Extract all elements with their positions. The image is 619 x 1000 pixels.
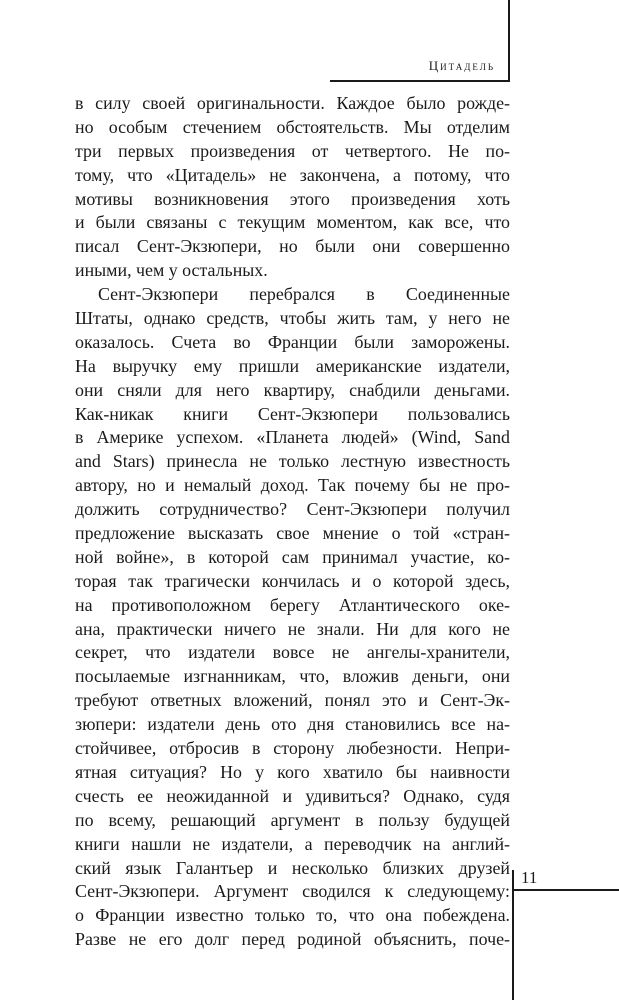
text-line: Штаты, однако средств, чтобы жить там, у него не: [75, 308, 510, 329]
text-line: ский язык Галантьер и несколько близких друзей: [75, 857, 510, 878]
text-line: в силу своей оригинальности. Каждое было рожде-: [75, 93, 510, 113]
text-line: зюпери: издатели день ото дня становились все на-: [75, 714, 510, 735]
text-line: Разве не его долг перед родиной объяснить, поче-: [75, 929, 510, 950]
text-line: and Stars) принесла не только лестную известность: [75, 451, 510, 472]
page-number: 11: [521, 868, 538, 887]
text-line: мотивы возникновения этого произведения хоть: [75, 188, 510, 209]
text-line: но особым стечением обстоятельств. Мы отделим: [75, 116, 510, 137]
text-line: писал Сент-Экзюпери, но были они совершенно: [75, 236, 510, 257]
text-line: ятная ситуация? Но у кого хватило бы наивности: [75, 761, 510, 782]
folio-rule-horizontal: [512, 889, 619, 891]
top-rule-vertical: [508, 0, 510, 80]
text-line: три первых произведения от четвертого. Не по-: [75, 140, 510, 161]
text-line: они сняли для него квартиру, снабдили деньгами.: [75, 379, 510, 400]
text-line: должить сотрудничество? Сент-Экзюпери получил: [75, 499, 510, 520]
text-line: счесть ее неожиданной и удивиться? Однако, судя: [75, 785, 510, 806]
text-line: о Франции известно только то, что она побеждена.: [75, 905, 510, 926]
text-line: секрет, что издатели вовсе не ангелы-хранители,: [75, 642, 510, 663]
text-line: оказалось. Счета во Франции были заморожены.: [75, 331, 510, 352]
text-line: требуют ответных вложений, понял это и Сент-Эк-: [75, 690, 510, 711]
text-line: Сент-Экзюпери. Аргумент сводился к следующему:: [75, 881, 510, 902]
text-line: иными, чем у остальных.: [75, 260, 268, 281]
text-line: На выручку ему пришли американские издатели,: [75, 355, 510, 376]
top-rule-horizontal: [330, 80, 510, 82]
text-line: в Америке успехом. «Планета людей» (Wind, Sand: [75, 427, 510, 448]
text-line: Сент-Экзюпери перебрался в Соединенные: [98, 284, 510, 305]
text-line: автору, но и немалый доход. Так почему бы не про-: [75, 475, 510, 496]
text-line: посылаемые изгнанникам, что, вложив деньги, они: [75, 666, 510, 687]
text-line: тому, что «Цитадель» не закончена, а потому, что: [75, 164, 510, 185]
running-head: Цитадель: [428, 58, 495, 73]
text-line: ной войне», в которой сам принимал участие, ко-: [75, 546, 510, 567]
text-line: книги нашли не издатели, а переводчик на англий-: [75, 833, 510, 854]
text-line: по всему, решающий аргумент в пользу будущей: [75, 809, 510, 830]
text-line: предложение высказать свое мнение о той «стран-: [75, 523, 510, 544]
text-line: стойчивее, отбросив в сторону любезности. Непри-: [75, 738, 510, 759]
body-text: [75, 92, 510, 952]
text-line: и были связаны с текущим моментом, как все, что: [75, 212, 510, 233]
text-line: торая так трагически кончилась и о которой здесь,: [75, 570, 510, 591]
text-line: Как-никак книги Сент-Экзюпери пользовались: [75, 403, 510, 424]
text-line: на противоположном берегу Атлантического оке-: [75, 594, 510, 615]
text-line: ана, практически ничего не знали. Ни для кого не: [75, 618, 510, 639]
